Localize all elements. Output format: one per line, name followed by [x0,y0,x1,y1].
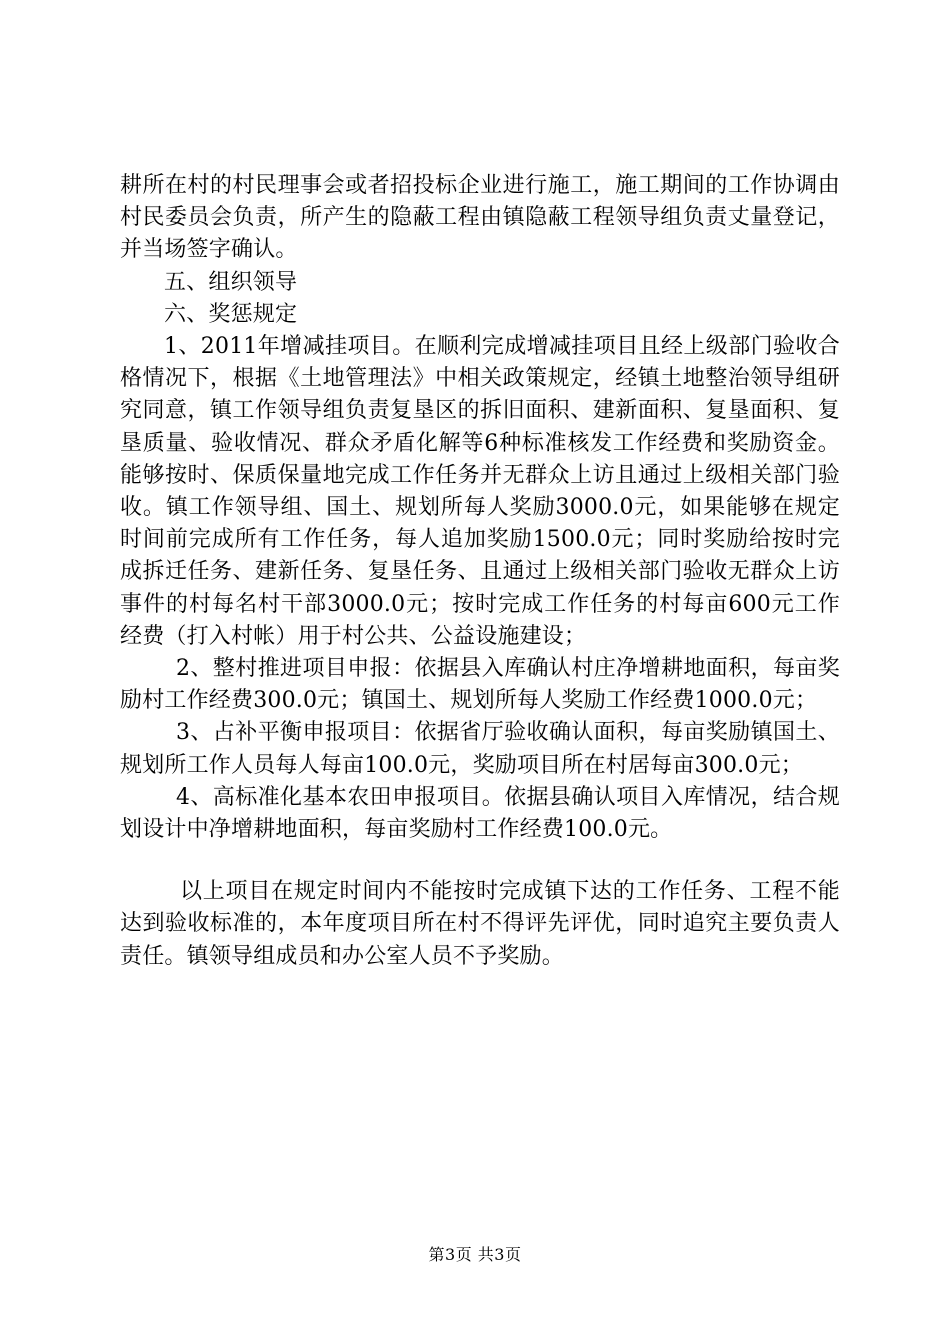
page-number-footer: 第3页 共3页 [428,1245,522,1264]
heading-organization-leadership: 五、组织领导 [164,269,298,295]
paragraph-item-2: 2、整村推进项目申报：依据县入库确认村庄净增耕地面积，每亩奖励村工作经费300.0元；镇国土、规划所每人奖励工作经费1000.0元； [120,656,840,714]
paragraph-continuation: 耕所在村的村民理事会或者招投标企业进行施工，施工期间的工作协调由村民委员会负责，所产生的隐蔽工程由镇隐蔽工程领导组负责丈量登记，并当场签字确认。 [120,173,840,263]
paragraph-conclusion: 以上项目在规定时间内不能按时完成镇下达的工作任务、工程不能达到验收标准的，本年度项目所在村不得评先评优，同时追究主要负责人责任。镇领导组成员和办公室人员不予奖励。 [120,879,840,969]
paragraph-item-3: 3、占补平衡申报项目：依据省厅验收确认面积，每亩奖励镇国土、规划所工作人员每人每亩100.0元，奖励项目所在村居每亩300.0元； [120,720,840,778]
document-body [120,170,840,973]
paragraph-item-4: 4、高标准化基本农田申报项目。依据县确认项目入库情况，结合规划设计中净增耕地面积，每亩奖励村工作经费100.0元。 [120,784,840,843]
paragraph-item-1: 1、2011年增减挂项目。在顺利完成增减挂项目且经上级部门验收合格情况下，根据《土地管理法》中相关政策规定，经镇土地整治领导组研究同意，镇工作领导组负责复垦区的拆旧面积、建新面积、复垦面积、复垦质量、验收情况、群众矛盾化解等6种标准核发工作经费和奖励资金。能够按时、保质保量地完成工作任务并无群众上访且通过上级相关部门验收。镇工作领导组、国土、规划所每人奖励3000.0元，如果能够在规定时间前完成所有工作任务，每人追加奖励1500.0元；同时奖励给按时完成拆迁任务、建新任务、复垦任务、且通过上级相关部门验收无群众上访事件的村每名村干部3000.0元；按时完成工作任务的村每亩600元工作经费（打入村帐）用于村公共、公益设施建设； [120,334,840,649]
heading-rewards-penalties: 六、奖惩规定 [164,301,298,327]
